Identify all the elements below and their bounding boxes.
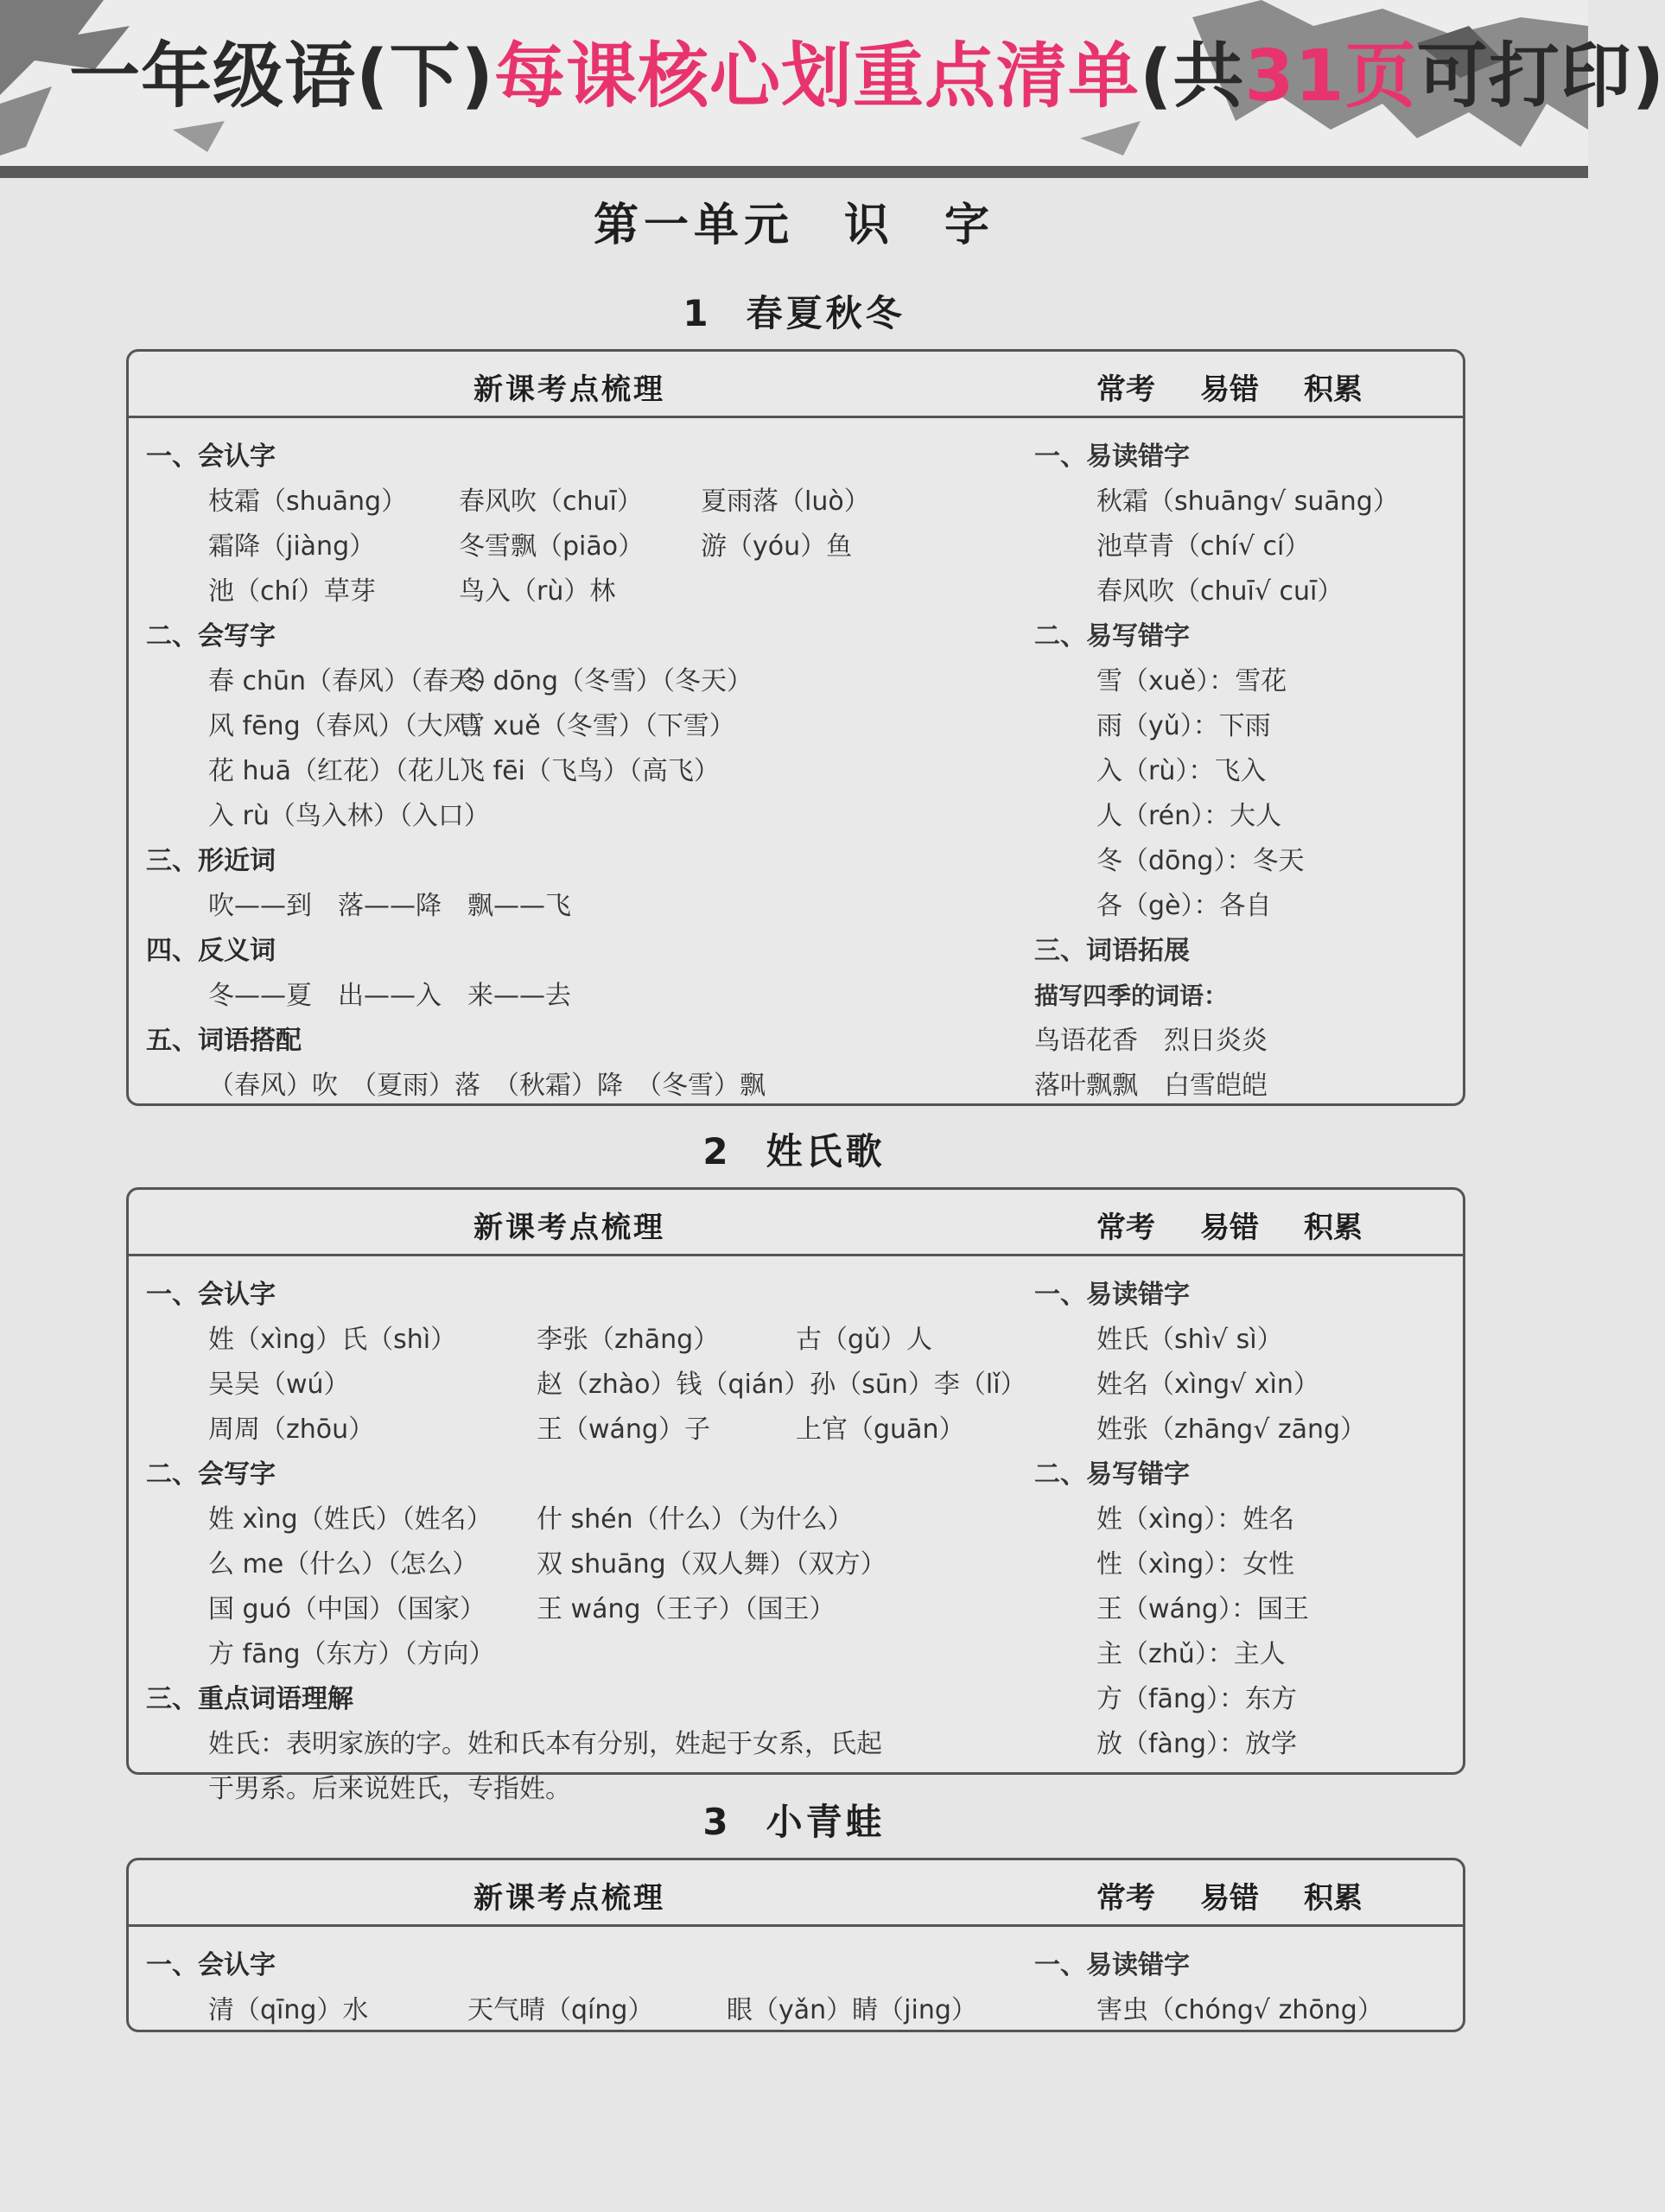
content-cell: 李张（zhāng）: [537, 1325, 720, 1355]
content-cell: 春 chūn（春风）（春天）: [208, 666, 501, 696]
content-line: 秋霜（shuāng√ suāng）: [1096, 486, 1399, 517]
content-cell: 赵（zhào）钱（qián）孙（sūn）李（lǐ）: [537, 1370, 1026, 1400]
header-banner: [0, 0, 1665, 169]
content-cell: 天气晴（qíng）: [467, 1995, 654, 2025]
content-line: 放（fàng）：放学: [1096, 1729, 1298, 1759]
header-tag: 易错: [1200, 1211, 1259, 1245]
content-cell: 于男系。后来说姓氏，专指姓。: [208, 1774, 571, 1804]
content-line: [146, 1632, 1036, 1677]
left-column: [146, 1943, 1036, 2033]
lesson-title: [0, 1794, 1588, 1846]
section-heading: 二、易写错字: [1034, 1459, 1190, 1490]
section-heading: 一、会认字: [146, 1950, 276, 1980]
unit-title: 第一单元 识 字: [593, 200, 995, 251]
content-cell: 夏雨落（luò）: [701, 486, 870, 517]
content-cell: 鸟入（rù）林: [459, 576, 616, 607]
banner-title-part1: 一年级语(下): [69, 35, 494, 118]
banner-title-part2: 每课核心划重点清单: [493, 35, 1140, 118]
header-tag: 易错: [1200, 372, 1259, 407]
box-header: [129, 352, 1463, 418]
content-line: 主（zhǔ）：主人: [1096, 1639, 1286, 1669]
lesson-points-box: [126, 1858, 1465, 2032]
right-column: [1034, 1273, 1449, 1767]
box-header-title: 新课考点梳理: [473, 1881, 665, 1916]
section-heading: 三、重点词语理解: [146, 1684, 353, 1714]
content-cell: 枝霜（shuāng）: [208, 486, 408, 517]
header-tag: 易错: [1200, 1881, 1259, 1916]
box-header-tags: [1096, 1874, 1408, 1916]
left-column: [146, 1273, 1036, 1812]
content-line: 鸟语花香 烈日炎炎: [1034, 1026, 1268, 1056]
content-cell: 风 fēng（春风）（大风）: [208, 711, 495, 741]
content-cell: 冬——夏 出——入 来——去: [208, 981, 571, 1011]
content-cell: 飞 fēi（飞鸟）（高飞）: [459, 756, 720, 786]
section-heading: 二、易写错字: [1034, 621, 1190, 652]
content-cell: 周周（zhōu）: [208, 1414, 375, 1445]
content-cell: 春风吹（chuī）: [459, 486, 643, 517]
content-line: 冬（dōng）：冬天: [1096, 846, 1305, 876]
header-tag: 常考: [1096, 372, 1155, 407]
content-line: [146, 1542, 1036, 1587]
banner-divider: [0, 166, 1588, 178]
section-heading: 一、会认字: [146, 442, 276, 472]
content-line: [146, 1587, 1036, 1632]
content-line: 姓张（zhāng√ zāng）: [1096, 1414, 1367, 1445]
content-line: 落叶飘飘 白雪皑皑: [1034, 1071, 1268, 1101]
content-line: [146, 524, 1036, 569]
content-line: [146, 794, 1036, 839]
lesson-title: [0, 285, 1588, 337]
content-cell: 姓（xìng）氏（shì）: [208, 1325, 457, 1355]
section-heading: 二、会写字: [146, 1459, 276, 1490]
content-line: [146, 1408, 1036, 1452]
content-cell: 吴吴（wú）: [208, 1370, 350, 1400]
section-heading: 一、易读错字: [1034, 1280, 1190, 1310]
content-cell: 方 fāng（东方）（方向）: [208, 1639, 495, 1669]
content-cell: 冬雪飘（piāo）: [459, 531, 645, 562]
content-cell: 眼（yǎn）睛（jing）: [727, 1995, 977, 2025]
content-cell: 姓氏：表明家族的字。姓和氏本有分别，姓起于女系，氏起: [208, 1729, 882, 1759]
banner-title-part5: 可打印): [1416, 35, 1665, 118]
banner-title-part3: (共: [1139, 35, 1245, 118]
content-line: 性（xìng）：女性: [1096, 1549, 1295, 1580]
content-cell: 雪 xuě（冬雪）（下雪）: [459, 711, 735, 741]
content-cell: 姓 xìng（姓氏）（姓名）: [208, 1504, 493, 1535]
section-heading: 五、词语搭配: [146, 1026, 302, 1056]
content-line: 春风吹（chuī√ cuī）: [1096, 576, 1344, 607]
right-column: [1034, 1943, 1449, 2033]
content-line: [146, 1497, 1036, 1542]
box-header: [129, 1190, 1463, 1256]
box-header-tags: [1096, 365, 1408, 408]
content-line: [146, 1318, 1036, 1363]
section-heading: 一、会认字: [146, 1280, 276, 1310]
lesson-name: 姓氏歌: [766, 1130, 886, 1173]
content-line: 害虫（chóng√ zhōng）: [1096, 1995, 1383, 2025]
content-line: [146, 704, 1036, 749]
content-line: 王（wáng）：国王: [1096, 1594, 1309, 1624]
content-line: 各（gè）：各自: [1096, 891, 1272, 921]
section-heading: 一、易读错字: [1034, 1950, 1190, 1980]
content-line: 人（rén）：大人: [1096, 801, 1282, 831]
content-cell: 国 guó（中国）（国家）: [208, 1594, 486, 1624]
box-header-title: 新课考点梳理: [473, 1211, 665, 1245]
content-line: 入（rù）：飞入: [1096, 756, 1267, 786]
section-heading: 一、易读错字: [1034, 442, 1190, 472]
content-line: 池草青（chí√ cí）: [1096, 531, 1311, 562]
content-cell: 王 wáng（王子）（国王）: [537, 1594, 836, 1624]
content-line: 姓名（xìng√ xìn）: [1096, 1370, 1319, 1400]
content-cell: 冬 dōng（冬雪）（冬天）: [459, 666, 753, 696]
lesson-number: 2: [702, 1130, 732, 1173]
left-column: [146, 435, 1036, 1109]
header-tag: 常考: [1096, 1881, 1155, 1916]
lesson-number: 3: [702, 1801, 732, 1843]
header-tag: 积累: [1304, 1881, 1363, 1916]
content-line: 姓（xìng）：姓名: [1096, 1504, 1295, 1535]
lesson-points-box: [126, 1187, 1465, 1804]
content-cell: 古（gǔ）人: [796, 1325, 933, 1355]
content-line: [146, 569, 1036, 614]
banner-title-part4: 31页: [1244, 35, 1417, 118]
content-line: 姓氏（shì√ sì）: [1096, 1325, 1283, 1355]
content-cell: （春风）吹 （夏雨）落 （秋霜）降 （冬雪）飘: [208, 1071, 766, 1101]
content-line: 方（fāng）：东方: [1096, 1684, 1298, 1714]
header-tag: 积累: [1304, 1211, 1363, 1245]
box-header-tags: [1096, 1204, 1408, 1246]
content-cell: 花 huā（红花）（花儿）: [208, 756, 486, 786]
content-cell: 上官（guān）: [796, 1414, 965, 1445]
section-heading: 二、会写字: [146, 621, 276, 652]
right-column: [1034, 435, 1449, 1109]
lesson-title: [0, 1123, 1588, 1175]
box-header: [129, 1860, 1463, 1927]
content-line: [146, 1064, 1036, 1109]
content-line: [146, 1988, 1036, 2033]
content-cell: 清（qīng）水: [208, 1995, 369, 2025]
content-cell: 王（wáng）子: [537, 1414, 710, 1445]
section-heading: 三、词语拓展: [1034, 936, 1190, 966]
section-heading: 四、反义词: [146, 936, 276, 966]
content-cell: 吹——到 落——降 飘——飞: [208, 891, 571, 921]
content-line: [146, 749, 1036, 794]
content-line: [146, 1722, 1036, 1767]
header-tag: 积累: [1304, 372, 1363, 407]
content-cell: 游（yóu）鱼: [701, 531, 853, 562]
subheading: 描写四季的词语：: [1034, 982, 1229, 1010]
content-line: 雪（xuě）：雪花: [1096, 666, 1287, 696]
content-cell: 池（chí）草芽: [208, 576, 376, 607]
content-cell: 霜降（jiàng）: [208, 531, 376, 562]
content-line: 雨（yǔ）：下雨: [1096, 711, 1271, 741]
content-cell: 双 shuāng（双人舞）（双方）: [537, 1549, 887, 1580]
lesson-points-box: [126, 349, 1465, 1106]
section-heading: 三、形近词: [146, 846, 276, 876]
content-line: [146, 974, 1036, 1019]
content-cell: 入 rù（鸟入林）（入口）: [208, 801, 490, 831]
lesson-name: 春夏秋冬: [746, 292, 906, 334]
content-cell: 什 shén（什么）（为什么）: [537, 1504, 854, 1535]
content-line: [146, 659, 1036, 704]
content-cell: 么 me（什么）（怎么）: [208, 1549, 479, 1580]
header-tag: 常考: [1096, 1211, 1155, 1245]
banner-title: [69, 35, 1665, 118]
lesson-number: 1: [683, 292, 712, 334]
content-line: [146, 480, 1036, 524]
content-line: [146, 884, 1036, 929]
box-header-title: 新课考点梳理: [473, 372, 665, 407]
lesson-name: 小青蛙: [766, 1801, 886, 1843]
content-line: [146, 1363, 1036, 1408]
